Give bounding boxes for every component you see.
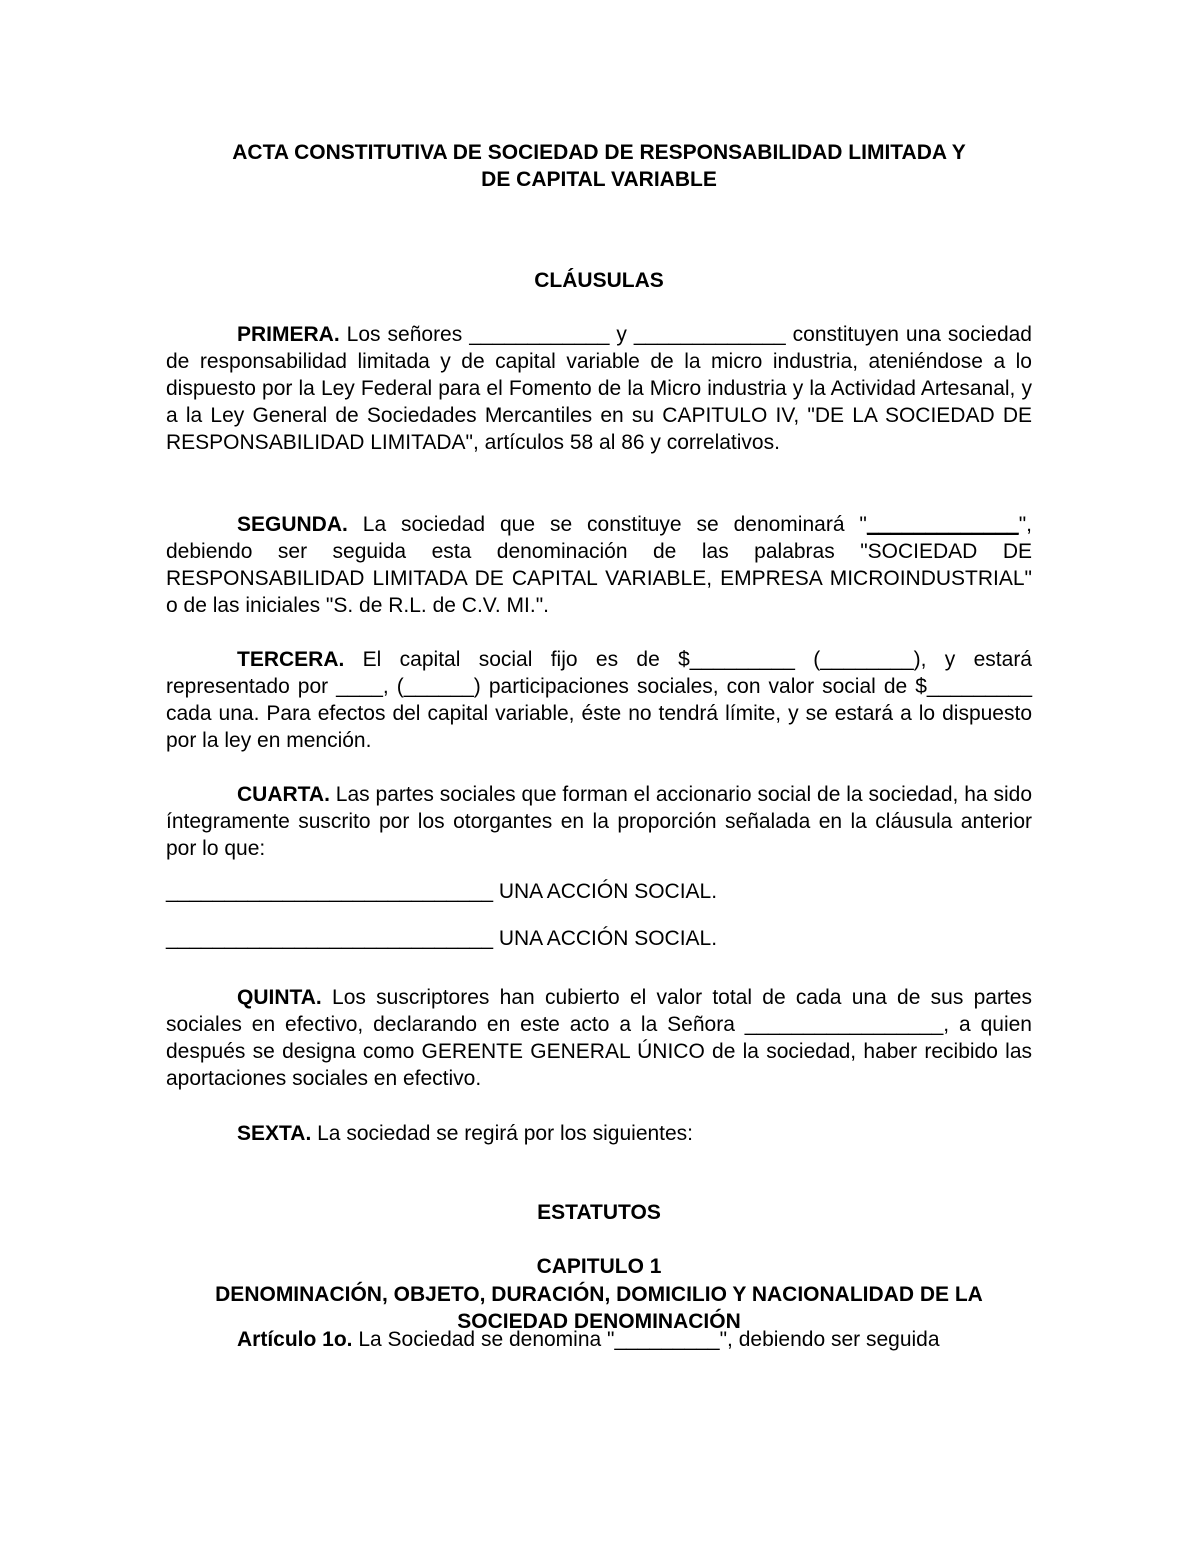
clausula-primera [166,321,1032,456]
articulo-1-text: La Sociedad se denomina "_________", debiendo ser seguida [352,1328,940,1351]
estatutos-heading: ESTATUTOS [537,1201,661,1224]
document-title-line-1: ACTA CONSTITUTIVA DE SOCIEDAD DE RESPONSABILIDAD LIMITADA Y [232,141,966,164]
capitulo-heading: CAPITULO 1 [536,1255,662,1278]
clausulas-heading: CLÁUSULAS [534,269,664,292]
clausula-segunda-blank: _____________ [866,513,1019,536]
clausula-primera-text: Los señores ____________ y _____________ constituyen una sociedad de responsabilidad limitada y de capital variable de la micro industria, ateniéndose a lo dispuesto por la Ley Federal para el Fomento de la Micro industria y la Actividad Artesanal, y a la Ley General de Sociedades Mercantiles en su CAPITULO IV, "DE LA SOCIEDAD DE RESPONSABILIDAD LIMITADA", artículos 58 al 86 y correlativos. [166,323,1032,454]
articulo-1 [166,1326,1032,1353]
capitulo-subtitle-line-2: SOCIEDAD DENOMINACIÓN [457,1310,741,1333]
clausula-cuarta-label: CUARTA. [237,783,330,806]
document-title [166,139,1032,193]
clausula-segunda-label: SEGUNDA. [237,513,348,536]
clausula-quinta-text: Los suscriptores han cubierto el valor total de cada una de sus partes sociales en efectivo, declarando en este acto a la Señora _________________, a quien después se designa como GERENTE GENERAL ÚNICO de la sociedad, haber recibido las aportaciones sociales en efectivo. [166,986,1032,1090]
clausula-cuarta [166,781,1032,862]
clausula-segunda-text-a: La sociedad que se constituye se denominará " [347,513,867,536]
clausula-sexta [166,1120,1032,1147]
clausula-tercera [166,646,1032,754]
clausula-quinta-label: QUINTA. [237,986,322,1009]
clausula-tercera-label: TERCERA. [237,648,345,671]
clausula-sexta-text: La sociedad se regirá por los siguientes: [311,1122,694,1145]
clausula-segunda-text-b: ", debiendo ser seguida esta denominación de las palabras "SOCIEDAD DE RESPONSABILIDAD LIMITADA DE CAPITAL VARIABLE, EMPRESA MICROINDUSTRIAL" o de las iniciales "S. de R.L. de C.V. MI.". [166,513,1032,617]
clausula-cuarta-text: Las partes sociales que forman el accionario social de la sociedad, ha sido íntegramente suscrito por los otorgantes en la proporción señalada en la cláusula anterior por lo que: [166,783,1032,860]
accion-social-line-1: ____________________________ UNA ACCIÓN SOCIAL. [166,880,718,903]
clausula-sexta-label: SEXTA. [237,1122,312,1145]
accion-social-line-2: ____________________________ UNA ACCIÓN SOCIAL. [166,927,718,950]
capitulo-subtitle-line-1: DENOMINACIÓN, OBJETO, DURACIÓN, DOMICILIO Y NACIONALIDAD DE LA [215,1283,983,1306]
clausula-primera-label: PRIMERA. [237,323,340,346]
clausula-tercera-text: El capital social fijo es de $_________ (________), y estará representado por ____, (______) participaciones sociales, con valor social de $_________ cada una. Para efectos del capital variable, éste no tendrá límite, y se estará a lo dispuesto por la ley en mención. [166,648,1032,752]
clausula-segunda [166,511,1032,619]
document-title-line-2: DE CAPITAL VARIABLE [481,168,717,191]
clausula-quinta [166,984,1032,1092]
articulo-1-label: Artículo 1o. [237,1328,353,1351]
